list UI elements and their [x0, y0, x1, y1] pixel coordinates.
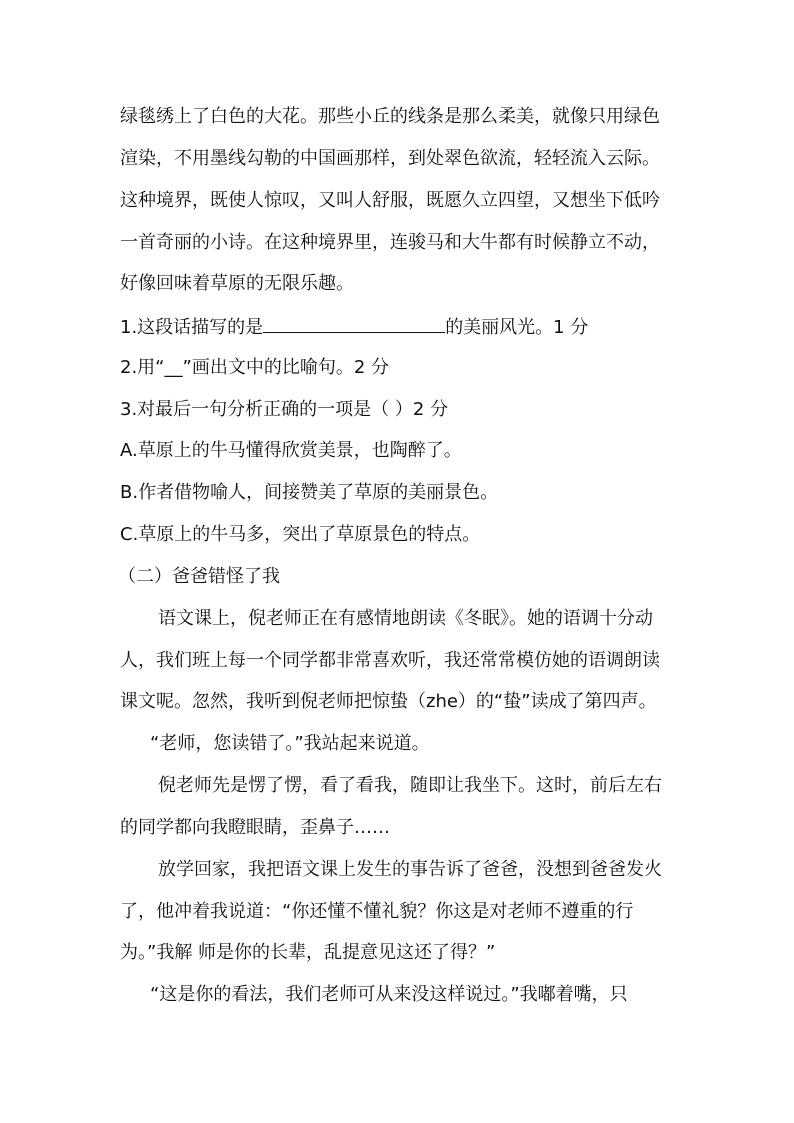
passage1-line-1: 绿毯绣上了白色的大花。那些小丘的线条是那么柔美，就像只用绿色	[120, 106, 660, 127]
passage2-line-7: 放学回家，我把语文课上发生的事告诉了爸爸，没想到爸爸发火	[158, 859, 662, 880]
question-3: 3.对最后一句分析正确的一项是（ ）2 分	[120, 399, 449, 420]
question-1-prefix: 1.这段话描写的是	[120, 317, 264, 338]
passage1-line-2: 渲染，不用墨线勾勒的中国画那样，到处翠色欲流，轻轻流入云际。	[120, 148, 660, 169]
passage1-line-4: 一首奇丽的小诗。在这种境界里，连骏马和大牛都有时候静立不动，	[120, 232, 660, 253]
passage2-line-6: 的同学都向我瞪眼睛，歪鼻子……	[120, 817, 390, 838]
passage1-line-3: 这种境界，既使人惊叹，又叫人舒服，既愿久立四望，又想坐下低吟	[120, 190, 660, 211]
passage2-line-3: 课文呢。忽然，我听到倪老师把惊蛰（zhe）的“蛰”读成了第四声。	[120, 691, 657, 712]
option-a: A.草原上的牛马懂得欣赏美景，也陶醉了。	[120, 440, 462, 461]
question-1	[120, 314, 588, 338]
passage2-line-8: 了，他冲着我说道：“你还懂不懂礼貌？你这是对老师不遵重的行	[120, 901, 634, 922]
passage2-line-1: 语文课上，倪老师正在有感情地朗读《冬眠》。她的语调十分动	[158, 608, 653, 629]
passage2-line-2: 人，我们班上每一个同学都非常喜欢听，我还常常模仿她的语调朗读	[120, 650, 660, 671]
passage1-line-5: 好像回味着草原的无限乐趣。	[120, 273, 354, 294]
answer-blank[interactable]	[263, 314, 445, 333]
option-b: B.作者借物喻人，间接赞美了草原的美丽景色。	[120, 482, 499, 503]
question-2: 2.用“__”画出文中的比喻句。2 分	[120, 357, 389, 378]
question-1-suffix: 的美丽风光。1 分	[445, 317, 589, 338]
passage2-line-9: 为。”我解 师是你的长辈，乱提意见这还了得？”	[120, 942, 496, 963]
option-c: C.草原上的牛马多，突出了草原景色的特点。	[120, 524, 481, 545]
section-heading: （二）爸爸错怪了我	[118, 566, 280, 587]
passage2-line-5: 倪老师先是愣了愣，看了看我，随即让我坐下。这时，前后左右	[158, 775, 662, 796]
passage2-line-4: “老师，您读错了。”我站起来说道。	[150, 733, 430, 754]
passage2-line-10: “这是你的看法，我们老师可从来没这样说过。”我嘟着嘴，只	[150, 984, 628, 1005]
